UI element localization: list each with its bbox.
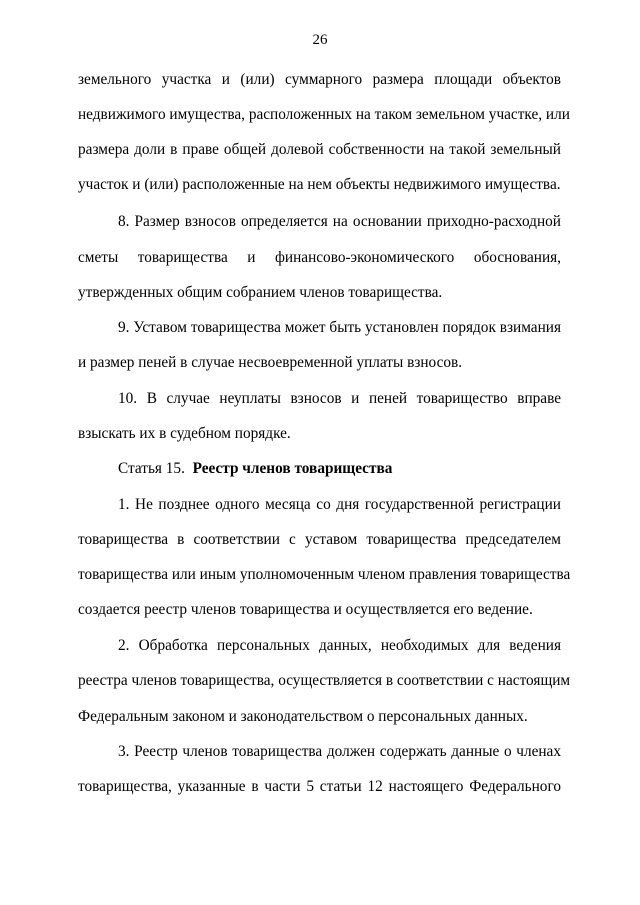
page-number: 26: [312, 32, 328, 48]
text-line: и размер пеней в случае несвоевременной уплаты взносов.: [78, 354, 463, 371]
text-line: 2. Обработка персональных данных, необходимых для ведения: [118, 637, 561, 654]
article-title: Реестр членов товарищества: [192, 460, 393, 477]
text-line: Федеральным законом и законодательством о персональных данных.: [78, 708, 528, 725]
text-line: 1. Не позднее одного месяца со дня государственной регистрации: [118, 496, 561, 513]
article-heading: [118, 459, 561, 479]
text-line: взыскать их в судебном порядке.: [78, 425, 291, 442]
text-line: 10. В случае неуплаты взносов и пеней товарищество вправе: [118, 390, 561, 407]
text-line: реестра членов товарищества, осуществляется в соответствии с настоящим: [78, 672, 571, 689]
text-line: товарищества в соответствии с уставом товарищества председателем: [78, 531, 561, 548]
text-line: недвижимого имущества, расположенных на таком земельном участке, или: [78, 106, 570, 123]
text-line: создается реестр членов товарищества и осуществляется его ведение.: [78, 601, 533, 618]
text-line: товарищества или иным уполномоченным членом правления товарищества: [78, 566, 571, 583]
text-line: утвержденных общим собранием членов товарищества.: [78, 284, 443, 301]
text-line: товарищества, указанные в части 5 статьи 12 настоящего Федерального: [78, 778, 561, 795]
text-line: земельного участка и (или) суммарного размера площади объектов: [78, 71, 561, 88]
text-line: размера доли в праве общей долевой собственности на такой земельный: [78, 141, 561, 158]
text-line: 3. Реестр членов товарищества должен содержать данные о членах: [118, 743, 561, 760]
article-label: Статья 15.: [118, 460, 185, 477]
text-line: 8. Размер взносов определяется на основании приходно-расходной: [118, 213, 561, 230]
text-line: сметы товарищества и финансово-экономического обоснования,: [78, 249, 561, 266]
text-line: участок и (или) расположенные на нем объекты недвижимого имущества.: [78, 176, 561, 193]
text-line: 9. Уставом товарищества может быть установлен порядок взимания: [118, 319, 561, 336]
